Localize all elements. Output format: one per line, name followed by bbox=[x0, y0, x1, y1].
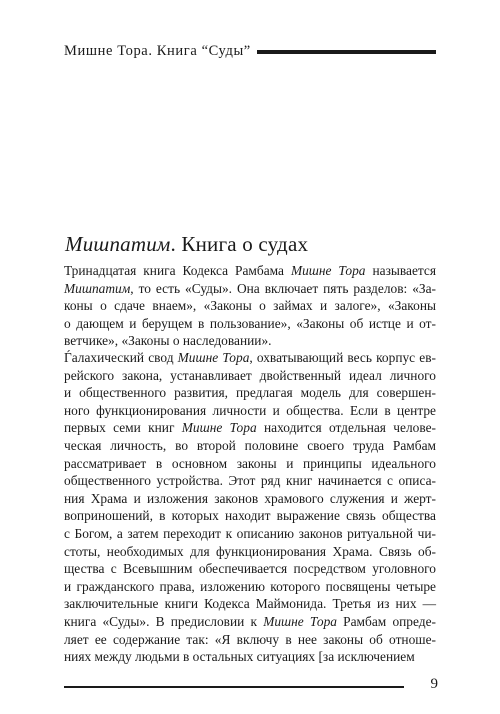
text-line bbox=[64, 507, 436, 525]
paragraph-2 bbox=[64, 349, 436, 666]
text-line bbox=[64, 384, 436, 402]
text-run: находится отдельная челове- bbox=[256, 420, 436, 436]
text-line bbox=[64, 560, 436, 578]
text-run: Ѓалахический свод bbox=[64, 350, 178, 365]
section-title-italic: Мишпатим bbox=[65, 232, 171, 256]
text-run: , то есть «Суды». Она включает пять разделов: «За- bbox=[130, 280, 436, 296]
text-run: ного функционирования личности и общества. Если в центре bbox=[64, 402, 436, 418]
text-run: о дающем и берущем в пользование», «Законы об истце и от- bbox=[64, 315, 436, 331]
italic-title: Мишпатим bbox=[64, 280, 131, 296]
text-line bbox=[64, 332, 436, 350]
text-line bbox=[64, 402, 436, 420]
text-run: рейского закона, устанавливает двойственный идеал личного bbox=[64, 367, 436, 383]
text-run: первых семи книг bbox=[64, 420, 182, 436]
running-header bbox=[64, 41, 436, 61]
text-run: коны о сдаче внаем», «Законы о займах и залоге», «Законы bbox=[64, 298, 436, 314]
footer-rule bbox=[64, 686, 404, 688]
text-line bbox=[64, 631, 436, 649]
text-run: ниях между людьми в остальных ситуациях [за исключением bbox=[64, 649, 415, 665]
text-line bbox=[64, 472, 436, 490]
text-run: ческая личность, во второй половине своего труда Рамбам bbox=[64, 437, 436, 453]
text-line bbox=[64, 648, 436, 666]
text-run: ветчике», «Законы о наследовании». bbox=[64, 333, 272, 349]
text-line bbox=[64, 525, 436, 543]
text-run: стоты, необходимых для функционирования Храма. Связь об- bbox=[64, 543, 436, 559]
text-run: и общественного развития, предлагая модель для совершен- bbox=[64, 385, 436, 401]
text-line bbox=[64, 543, 436, 561]
text-run: Рамбам опреде- bbox=[336, 613, 436, 629]
text-line bbox=[64, 280, 436, 298]
section-title bbox=[65, 232, 437, 257]
page-number: 9 bbox=[430, 676, 438, 692]
text-run: называется bbox=[365, 263, 437, 278]
text-line bbox=[64, 490, 436, 508]
text-run: заключительные книги Кодекса Маймонида. Третья из них — bbox=[64, 596, 436, 612]
text-line bbox=[64, 613, 436, 631]
text-run: книга «Суды». В предисловии к bbox=[64, 613, 264, 629]
text-run: ния Храма и изложения законов храмового служения и жерт- bbox=[64, 490, 436, 506]
text-line bbox=[64, 367, 436, 385]
section-title-rest: . Книга о судах bbox=[170, 232, 309, 256]
text-line bbox=[64, 349, 436, 367]
text-run: и гражданского права, изложению которого посвящены четыре bbox=[64, 578, 436, 594]
italic-title: Мишне Тора bbox=[263, 613, 337, 629]
paragraph-1 bbox=[64, 262, 436, 350]
text-run: щества с Всевышним обеспечивается посредством уголовного bbox=[64, 561, 436, 577]
text-run: рассматривает в основном законы и принципы идеального bbox=[64, 455, 436, 471]
running-title: Мишне Тора. Книга “Суды” bbox=[64, 42, 251, 59]
header-rule bbox=[257, 50, 436, 54]
text-line bbox=[64, 297, 436, 315]
text-line bbox=[64, 262, 436, 280]
text-line bbox=[64, 455, 436, 473]
italic-title: Мишне Тора bbox=[177, 350, 250, 365]
text-line bbox=[64, 595, 436, 613]
text-run: воприношений, в которых находит выражение связь общества bbox=[64, 508, 436, 524]
italic-title: Мишне Тора bbox=[290, 263, 366, 278]
text-line bbox=[64, 315, 436, 333]
text-line bbox=[64, 419, 436, 437]
text-run: с Богом, а затем переходит к описанию законов ритуальной чи- bbox=[64, 525, 436, 541]
text-run: ляет ее содержание так: «Я включу в нее законы об отноше- bbox=[64, 631, 436, 647]
text-line bbox=[64, 578, 436, 596]
text-run: общественного устройства. Этот ряд книг начинается с описа- bbox=[64, 473, 436, 489]
italic-title: Мишне Тора bbox=[181, 420, 257, 436]
text-line bbox=[64, 437, 436, 455]
text-run: Тринадцатая книга Кодекса Рамбама bbox=[64, 263, 291, 278]
text-run: , охватывающий весь корпус ев- bbox=[249, 350, 436, 365]
